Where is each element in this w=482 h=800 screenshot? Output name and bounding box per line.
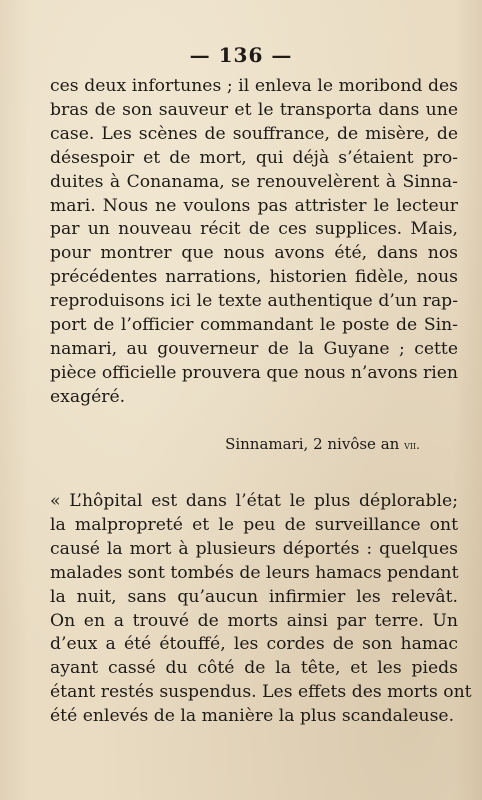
- text-line: duites à Conanama, se renouvelèrent à Sinna-: [50, 171, 458, 192]
- text-line: exagéré.: [50, 386, 126, 407]
- text-line: mari. Nous ne voulons pas attrister le lecteur: [50, 195, 458, 216]
- text-line: précédentes narrations, historien fidèle, nous: [50, 267, 458, 288]
- dateline-year: vii.: [404, 438, 420, 452]
- text-line: désespoir et de mort, qui déjà s’étaient pro-: [50, 147, 458, 168]
- text-line: « L’hôpital est dans l’état le plus déplorable;: [50, 491, 458, 511]
- text-line: malades sont tombés de leurs hamacs pendant: [50, 562, 459, 583]
- dateline: [225, 435, 420, 453]
- paragraph-report-quote: [50, 490, 472, 729]
- paragraph-narrative: [50, 75, 458, 410]
- text-line: été enlevés de la manière la plus scandaleuse.: [50, 706, 455, 727]
- text-line: causé la mort à plusieurs déportés : quelques: [50, 538, 458, 559]
- text-line: port de l’officier commandant le poste de Sin-: [50, 315, 458, 336]
- text-line: bras de son sauveur et le transporta dans une: [50, 99, 458, 120]
- text-line: ces deux infortunes ; il enleva le moribond des: [50, 76, 458, 96]
- text-line: d’eux a été étouffé, les cordes de son hamac: [50, 634, 458, 655]
- text-line: case. Les scènes de souffrance, de misère, de: [50, 123, 458, 144]
- text-line: pièce officielle prouvera que nous n’avons rien: [50, 362, 458, 383]
- text-line: On en a trouvé de morts ainsi par terre. Un: [50, 610, 458, 631]
- text-line: par un nouveau récit de ces supplices. Mais,: [50, 219, 458, 240]
- text-line: la malpropreté et le peu de surveillance ont: [50, 514, 458, 535]
- text-line: reproduisons ici le texte authentique d’un rap-: [50, 291, 458, 312]
- text-line: la nuit, sans qu’aucun infirmier les relevât.: [50, 586, 458, 607]
- text-line: étant restés suspendus. Les effets des morts ont: [50, 682, 472, 703]
- text-line: namari, au gouverneur de la Guyane ; cette: [50, 338, 458, 359]
- dateline-text: Sinnamari, 2 nivôse an: [225, 435, 400, 453]
- page-number: — 136 —: [189, 43, 293, 67]
- text-line: pour montrer que nous avons été, dans nos: [50, 243, 458, 264]
- text-line: ayant cassé du côté de la tête, et les pieds: [50, 658, 458, 679]
